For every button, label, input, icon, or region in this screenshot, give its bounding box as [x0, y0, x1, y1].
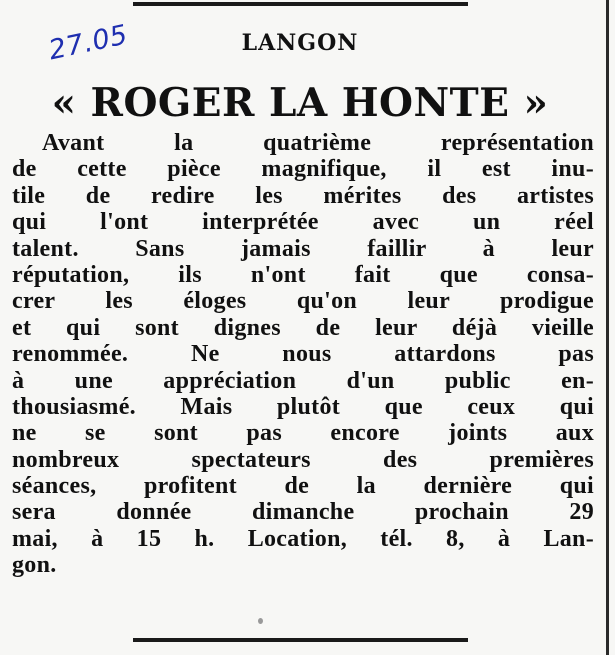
body-line: sera donnée dimanche prochain 29	[12, 499, 594, 526]
body-line: et qui sont dignes de leur déjà vieille	[12, 314, 594, 341]
ink-speck	[258, 618, 263, 624]
handwritten-date: 27.05	[46, 19, 131, 67]
bottom-rule	[133, 638, 468, 642]
body-line: nombreux spectateurs des premières	[12, 446, 594, 473]
body-line: crer les éloges qu'on leur prodigue	[12, 288, 594, 315]
body-line: séances, profitent de la dernière qui	[12, 473, 594, 500]
body-line: qui l'ont interprétée avec un réel	[12, 209, 594, 236]
section-title: LANGON	[241, 30, 359, 56]
body-line: ne se sont pas encore joints aux	[12, 420, 594, 447]
top-rule	[133, 2, 468, 6]
article-headline: « ROGER LA HONTE »	[51, 80, 549, 126]
body-line: à une appréciation d'un public en-	[12, 367, 594, 394]
body-line: réputation, ils n'ont fait que consa-	[12, 261, 594, 288]
body-line: de cette pièce magnifique, il est inu-	[12, 156, 594, 183]
body-line: renommée. Ne nous attardons pas	[12, 341, 594, 368]
body-line: tile de redire les mérites des artistes	[12, 182, 594, 209]
body-line: Avant la quatrième représentation	[42, 130, 594, 156]
body-line: talent. Sans jamais faillir à leur	[12, 235, 594, 262]
article-body	[12, 130, 594, 579]
clipping-edge	[606, 0, 609, 655]
body-line: gon.	[12, 552, 57, 579]
body-line: thousiasmé. Mais plutôt que ceux qui	[12, 393, 594, 420]
body-line: mai, à 15 h. Location, tél. 8, à Lan-	[12, 525, 594, 552]
